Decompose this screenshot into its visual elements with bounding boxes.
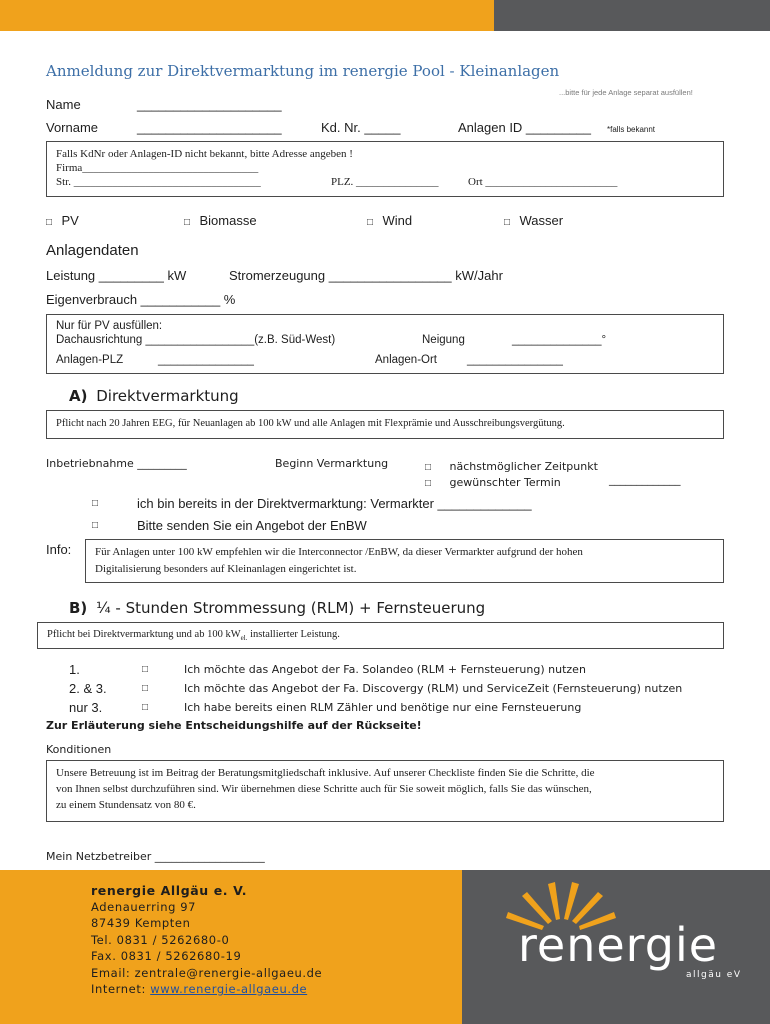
checkbox-icon[interactable]: □: [142, 683, 149, 694]
header-gray-bar: [494, 0, 770, 31]
type-wind-label: Wind: [382, 213, 413, 228]
firma-field[interactable]: Firma________________________________: [56, 162, 259, 174]
leistung-field[interactable]: Leistung _________ kW: [46, 268, 187, 283]
beginn-option-wunschtermin[interactable]: [425, 473, 561, 491]
info-line2: Digitalisierung besonders auf Kleinanlagen eingerichtet ist.: [95, 563, 357, 575]
section-b-title: ¼ - Stunden Strommessung (RLM) + Fernsteuerung: [96, 599, 486, 617]
type-wasser-option[interactable]: [504, 212, 563, 230]
type-pv-option[interactable]: [46, 212, 79, 230]
info-line1: Für Anlagen unter 100 kW empfehlen wir die Interconnector /EnBW, da dieser Vermarkter aufgrund der hohen: [95, 546, 583, 558]
anlagendaten-heading: Anlagendaten: [46, 242, 139, 259]
checkbox-icon[interactable]: □: [92, 498, 99, 509]
type-biomasse-label: Biomasse: [199, 213, 257, 228]
section-b-pflicht: [47, 629, 340, 642]
vorname-label: Vorname: [46, 120, 99, 135]
anlagen-id-note: *falls bekannt: [607, 125, 656, 134]
pflicht-text-end: installierter Leistung.: [247, 629, 340, 640]
rlm-row-2-num: 2. & 3.: [69, 681, 107, 696]
entscheidungshilfe-note: Zur Erläuterung siehe Entscheidungshilfe auf der Rückseite!: [46, 719, 422, 732]
type-biomasse-option[interactable]: [184, 212, 257, 230]
anlagen-id-field[interactable]: Anlagen ID _________: [458, 120, 592, 135]
street-field[interactable]: Str. __________________________________: [56, 176, 261, 188]
info-label: Info:: [46, 542, 72, 557]
eigenverbrauch-field[interactable]: Eigenverbrauch ___________ %: [46, 292, 236, 307]
inbetriebnahme-field[interactable]: Inbetriebnahme _________: [46, 457, 187, 470]
dachausrichtung-field[interactable]: Dachausrichtung _________________(z.B. Süd-West): [56, 334, 336, 346]
page-title: Anmeldung zur Direktvermarktung im renergie Pool - Kleinanlagen: [46, 62, 560, 80]
rlm-row-2-text: Ich möchte das Angebot der Fa. Discovergy (RLM) und ServiceZeit (Fernsteuerung) nutzen: [184, 682, 683, 695]
rlm-row-3-num: nur 3.: [69, 700, 103, 715]
checkbox-icon[interactable]: □: [425, 478, 432, 489]
renergie-logo-word: renergie: [518, 918, 719, 972]
header-accent-bar: [0, 0, 494, 31]
rlm-row-1-num: 1.: [69, 662, 80, 677]
angebot-enbw-label: Bitte senden Sie ein Angebot der EnBW: [137, 518, 367, 533]
pflicht-unit-sub: el.: [240, 634, 248, 643]
konditionen-line2: von Ihnen selbst durchzuführen sind. Wir übernehmen diese Schritte auch für Sie soweit möglich, falls Sie das wünschen,: [56, 783, 592, 795]
footer-internet: [91, 982, 307, 996]
name-field[interactable]: ____________________: [137, 97, 282, 112]
section-a-title: Direktvermarktung: [96, 387, 239, 405]
checkbox-icon[interactable]: □: [184, 217, 191, 228]
checkbox-icon[interactable]: □: [142, 702, 149, 713]
section-b-letter: B): [69, 599, 88, 617]
type-wasser-label: Wasser: [519, 213, 564, 228]
section-a-heading: [69, 387, 239, 405]
footer-tel: Tel. 0831 / 5262680-0: [91, 933, 230, 947]
type-wind-option[interactable]: [367, 212, 412, 230]
beginn-option2-label: gewünschter Termin: [449, 476, 561, 489]
checkbox-icon[interactable]: □: [367, 217, 374, 228]
checkbox-icon[interactable]: □: [46, 217, 53, 228]
footer-city: 87439 Kempten: [91, 916, 191, 930]
ort-field[interactable]: Ort ________________________: [468, 176, 618, 188]
page-hint: ...bitte für jede Anlage separat ausfüllen!: [559, 88, 693, 97]
checkbox-icon[interactable]: □: [504, 217, 511, 228]
section-b-heading: [69, 599, 485, 617]
address-instruction: Falls KdNr oder Anlagen-ID nicht bekannt, bitte Adresse angeben !: [56, 148, 353, 160]
konditionen-line1: Unsere Betreuung ist im Beitrag der Beratungsmitgliedschaft inklusive. Auf unserer Checkliste finden Sie die Schritte, die: [56, 767, 595, 779]
checkbox-icon[interactable]: □: [92, 520, 99, 531]
beginn-option1-label: nächstmöglicher Zeitpunkt: [449, 460, 598, 473]
rlm-row-3-text: Ich habe bereits einen RLM Zähler und benötige nur eine Fernsteuerung: [184, 701, 582, 714]
anlagen-ort-label: Anlagen-Ort: [375, 354, 438, 366]
netzbetreiber-field[interactable]: Mein Netzbetreiber ____________________: [46, 850, 265, 863]
anlagen-ort-field[interactable]: _______________: [467, 354, 563, 366]
beginn-vermarktung-label: Beginn Vermarktung: [275, 457, 389, 470]
checkbox-icon[interactable]: □: [425, 462, 432, 473]
section-a-letter: A): [69, 387, 88, 405]
rlm-row-1-text: Ich möchte das Angebot der Fa. Solandeo (RLM + Fernsteuerung) nutzen: [184, 663, 586, 676]
plz-field[interactable]: PLZ. _______________: [331, 176, 439, 188]
type-pv-label: PV: [61, 213, 79, 228]
vorname-field[interactable]: ____________________: [137, 120, 282, 135]
footer-org-name: renergie Allgäu e. V.: [91, 883, 248, 898]
footer-street: Adenauerring 97: [91, 900, 197, 914]
footer-email[interactable]: Email: zentrale@renergie-allgaeu.de: [91, 966, 323, 980]
stromerzeugung-field[interactable]: Stromerzeugung _________________ kW/Jahr: [229, 268, 503, 283]
kdnr-field[interactable]: Kd. Nr. _____: [321, 120, 401, 135]
footer-website-link[interactable]: www.renergie-allgaeu.de: [150, 982, 308, 996]
anlagen-plz-label: Anlagen-PLZ: [56, 354, 124, 366]
neigung-label: Neigung: [422, 334, 465, 346]
bereits-direktvermarktung-label: ich bin bereits in der Direktvermarktung: Vermarkter _____________: [137, 496, 532, 511]
section-a-pflicht: Pflicht nach 20 Jahren EEG, für Neuanlagen ab 100 kW und alle Anlagen mit Flexprämie und Ausschreibungsvergütung.: [56, 418, 565, 429]
pv-box-title: Nur für PV ausfüllen:: [56, 320, 163, 332]
konditionen-line3: zu einem Stundensatz von 80 €.: [56, 799, 196, 811]
footer-internet-label: Internet:: [91, 982, 151, 996]
footer-fax: Fax. 0831 / 5262680-19: [91, 949, 242, 963]
anlagen-plz-field[interactable]: _______________: [158, 354, 254, 366]
renergie-logo-sub: allgäu eV: [686, 970, 742, 980]
pflicht-text: Pflicht bei Direktvermarktung und ab 100 kW: [47, 629, 241, 640]
checkbox-icon[interactable]: □: [142, 664, 149, 675]
konditionen-heading: Konditionen: [46, 743, 112, 756]
wunschtermin-field[interactable]: _____________: [609, 473, 681, 486]
neigung-field[interactable]: ______________°: [512, 334, 607, 346]
name-label: Name: [46, 97, 81, 112]
